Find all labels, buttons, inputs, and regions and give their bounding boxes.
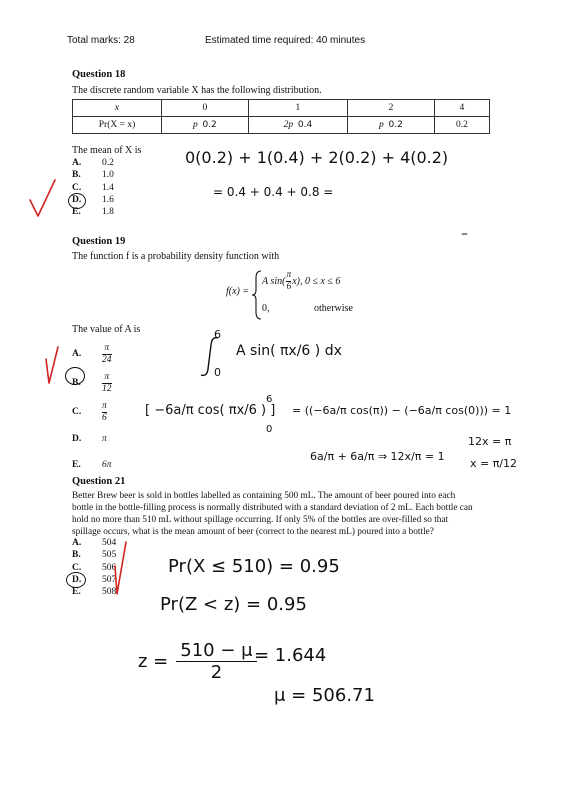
- question-19-options: [72, 340, 112, 478]
- handwritten-value: 0.2: [202, 120, 217, 130]
- option-a[interactable]: [72, 157, 114, 169]
- handwritten-value: 0.2: [388, 120, 403, 130]
- option-label: E.: [72, 207, 81, 218]
- option-value: π: [102, 433, 107, 444]
- q21-working-line-1: Pr(X ≤ 510) = 0.95: [168, 556, 340, 577]
- red-checkmark-icon: [28, 178, 58, 220]
- case-2-value: 0,: [262, 303, 270, 314]
- frac-num: π: [102, 343, 112, 355]
- option-label: A.: [72, 158, 82, 168]
- frac-num: π: [102, 372, 112, 384]
- integral-upper-limit: 6: [214, 328, 221, 341]
- option-label: A.: [72, 348, 82, 359]
- evaluation-upper-limit: 6: [266, 394, 273, 405]
- cell-text: p: [379, 120, 384, 130]
- option-label: C.: [72, 182, 82, 193]
- option-fraction: [102, 372, 112, 395]
- option-d[interactable]: [72, 426, 112, 452]
- table-cell: Pr(X = x): [73, 117, 162, 134]
- result-line-1: 12x = π: [468, 435, 512, 448]
- option-value: 1.0: [102, 170, 114, 181]
- table-cell: [162, 117, 249, 134]
- option-label: D.: [72, 574, 82, 585]
- z-label: z =: [138, 651, 169, 672]
- option-label: C.: [72, 406, 82, 417]
- table-cell: [348, 117, 435, 134]
- frac-den: 12: [102, 383, 112, 394]
- total-marks: Total marks: 28: [67, 35, 135, 46]
- question-19-stem: The value of A is: [72, 324, 141, 335]
- q18-working-line-2: = 0.4 + 0.4 + 0.8 =: [213, 185, 334, 199]
- pdf-function-label: f(x) =: [226, 286, 250, 297]
- table-cell: x: [73, 100, 162, 117]
- stray-dash-mark: –: [461, 226, 468, 242]
- integral-sign-icon: [198, 335, 228, 379]
- q18-working-line-1: 0(0.2) + 1(0.4) + 2(0.2) + 4(0.2): [185, 148, 449, 167]
- handwritten-value: 0.4: [297, 120, 313, 130]
- option-c[interactable]: [72, 182, 114, 194]
- question-18-stem: The mean of X is: [72, 145, 142, 156]
- evaluation-expression: = ((−6a/π cos(π)) − (−6a/π cos(0))) = 1: [292, 404, 512, 417]
- table-row: [73, 100, 490, 117]
- red-checkmark-icon: [110, 540, 132, 598]
- pdf-case-1: [262, 270, 340, 293]
- case-1-left: A sin(: [262, 276, 286, 287]
- table-cell: [248, 117, 347, 134]
- z-score-equation: [138, 640, 257, 683]
- option-label: B.: [72, 170, 81, 181]
- option-value: 6π: [102, 459, 112, 470]
- z-value: = 1.644: [254, 645, 327, 666]
- selected-answer-circle: [68, 193, 86, 209]
- option-label: A.: [72, 538, 82, 548]
- mean-result: μ = 506.71: [274, 685, 375, 706]
- question-21-title: Question 21: [72, 476, 126, 487]
- option-e[interactable]: [72, 452, 112, 478]
- question-18-text: The discrete random variable X has the following distribution.: [72, 85, 322, 96]
- option-c[interactable]: [72, 398, 112, 426]
- question-text-line: spillage occurs, what is the mean amount of beer (correct to the nearest mL) poured into a bottle?: [72, 527, 434, 537]
- frac-den: 6: [102, 412, 107, 423]
- option-label: D.: [72, 433, 82, 444]
- option-value: 507: [102, 574, 117, 585]
- table-cell: 2: [348, 100, 435, 117]
- pi-over-6-fraction: [286, 270, 291, 293]
- option-b[interactable]: [72, 169, 114, 181]
- question-text-line: hold no more than 510 mL without spillage occurring. If only 5% of the bottles are over-filled so that: [72, 515, 449, 525]
- option-a[interactable]: [72, 340, 112, 368]
- result-line-2: x = π/12: [470, 457, 518, 470]
- case-2-condition: otherwise: [314, 303, 353, 314]
- table-cell: 0: [162, 100, 249, 117]
- integral-expression: A sin( πx/6 ) dx: [236, 343, 342, 359]
- frac-den: 6: [286, 282, 292, 292]
- frac-den: 24: [102, 354, 112, 365]
- selected-answer-circle: [66, 572, 86, 588]
- table-row: [73, 117, 490, 134]
- question-18-options: [72, 157, 114, 218]
- z-fraction: [176, 640, 256, 683]
- question-19-title: Question 19: [72, 236, 126, 247]
- table-cell: 0.2: [434, 117, 489, 134]
- distribution-table: [72, 99, 490, 134]
- sum-expression: 6a/π + 6a/π ⇒ 12x/π = 1: [310, 450, 445, 463]
- selected-answer-circle: [65, 367, 85, 385]
- frac-num: π: [102, 400, 107, 411]
- option-value: 0.2: [102, 158, 114, 168]
- option-label: B.: [72, 550, 81, 561]
- option-value: 1.4: [102, 182, 114, 193]
- evaluation-lower-limit: 0: [266, 424, 273, 435]
- question-18-title: Question 18: [72, 69, 126, 80]
- option-value: 1.8: [102, 207, 114, 218]
- option-label: D.: [72, 194, 82, 205]
- option-label: B.: [72, 377, 81, 388]
- option-value: 506: [102, 562, 117, 573]
- cell-text: 2p: [283, 120, 294, 130]
- table-cell: 4: [434, 100, 489, 117]
- red-checkmark-icon: [40, 345, 62, 387]
- question-21-text: [72, 490, 473, 538]
- option-value: 1.6: [102, 194, 114, 205]
- antiderivative-expression: [ −6a/π cos( πx/6 ) ]: [145, 403, 276, 418]
- option-value: 505: [102, 550, 117, 561]
- frac-num: π: [286, 270, 292, 280]
- option-value: 508: [102, 587, 117, 598]
- estimated-time: Estimated time required: 40 minutes: [205, 35, 366, 46]
- integral-lower-limit: 0: [214, 366, 221, 379]
- option-label: C.: [72, 562, 82, 573]
- question-text-line: bottle in the bottle-filling process is normally distributed with a standard deviation of 2 mL. Each bottle can: [72, 503, 473, 513]
- table-cell: 1: [248, 100, 347, 117]
- option-label: E.: [72, 459, 81, 470]
- question-19-text: The function f is a probability density function with: [72, 251, 280, 262]
- option-value: 504: [102, 538, 117, 548]
- case-1-right: x), 0 ≤ x ≤ 6: [292, 276, 341, 287]
- cell-text: p: [192, 120, 198, 130]
- option-label: E.: [72, 587, 81, 598]
- frac-den: 2: [210, 662, 223, 683]
- question-text-line: Better Brew beer is sold in bottles labelled as containing 500 mL. The amount of beer poured into each: [72, 491, 456, 501]
- option-fraction: [102, 401, 107, 424]
- q21-working-line-2: Pr(Z < z) = 0.95: [160, 594, 307, 615]
- option-fraction: [102, 343, 112, 366]
- frac-num: 510 − μ: [176, 640, 256, 662]
- pdf-case-2: [262, 303, 353, 314]
